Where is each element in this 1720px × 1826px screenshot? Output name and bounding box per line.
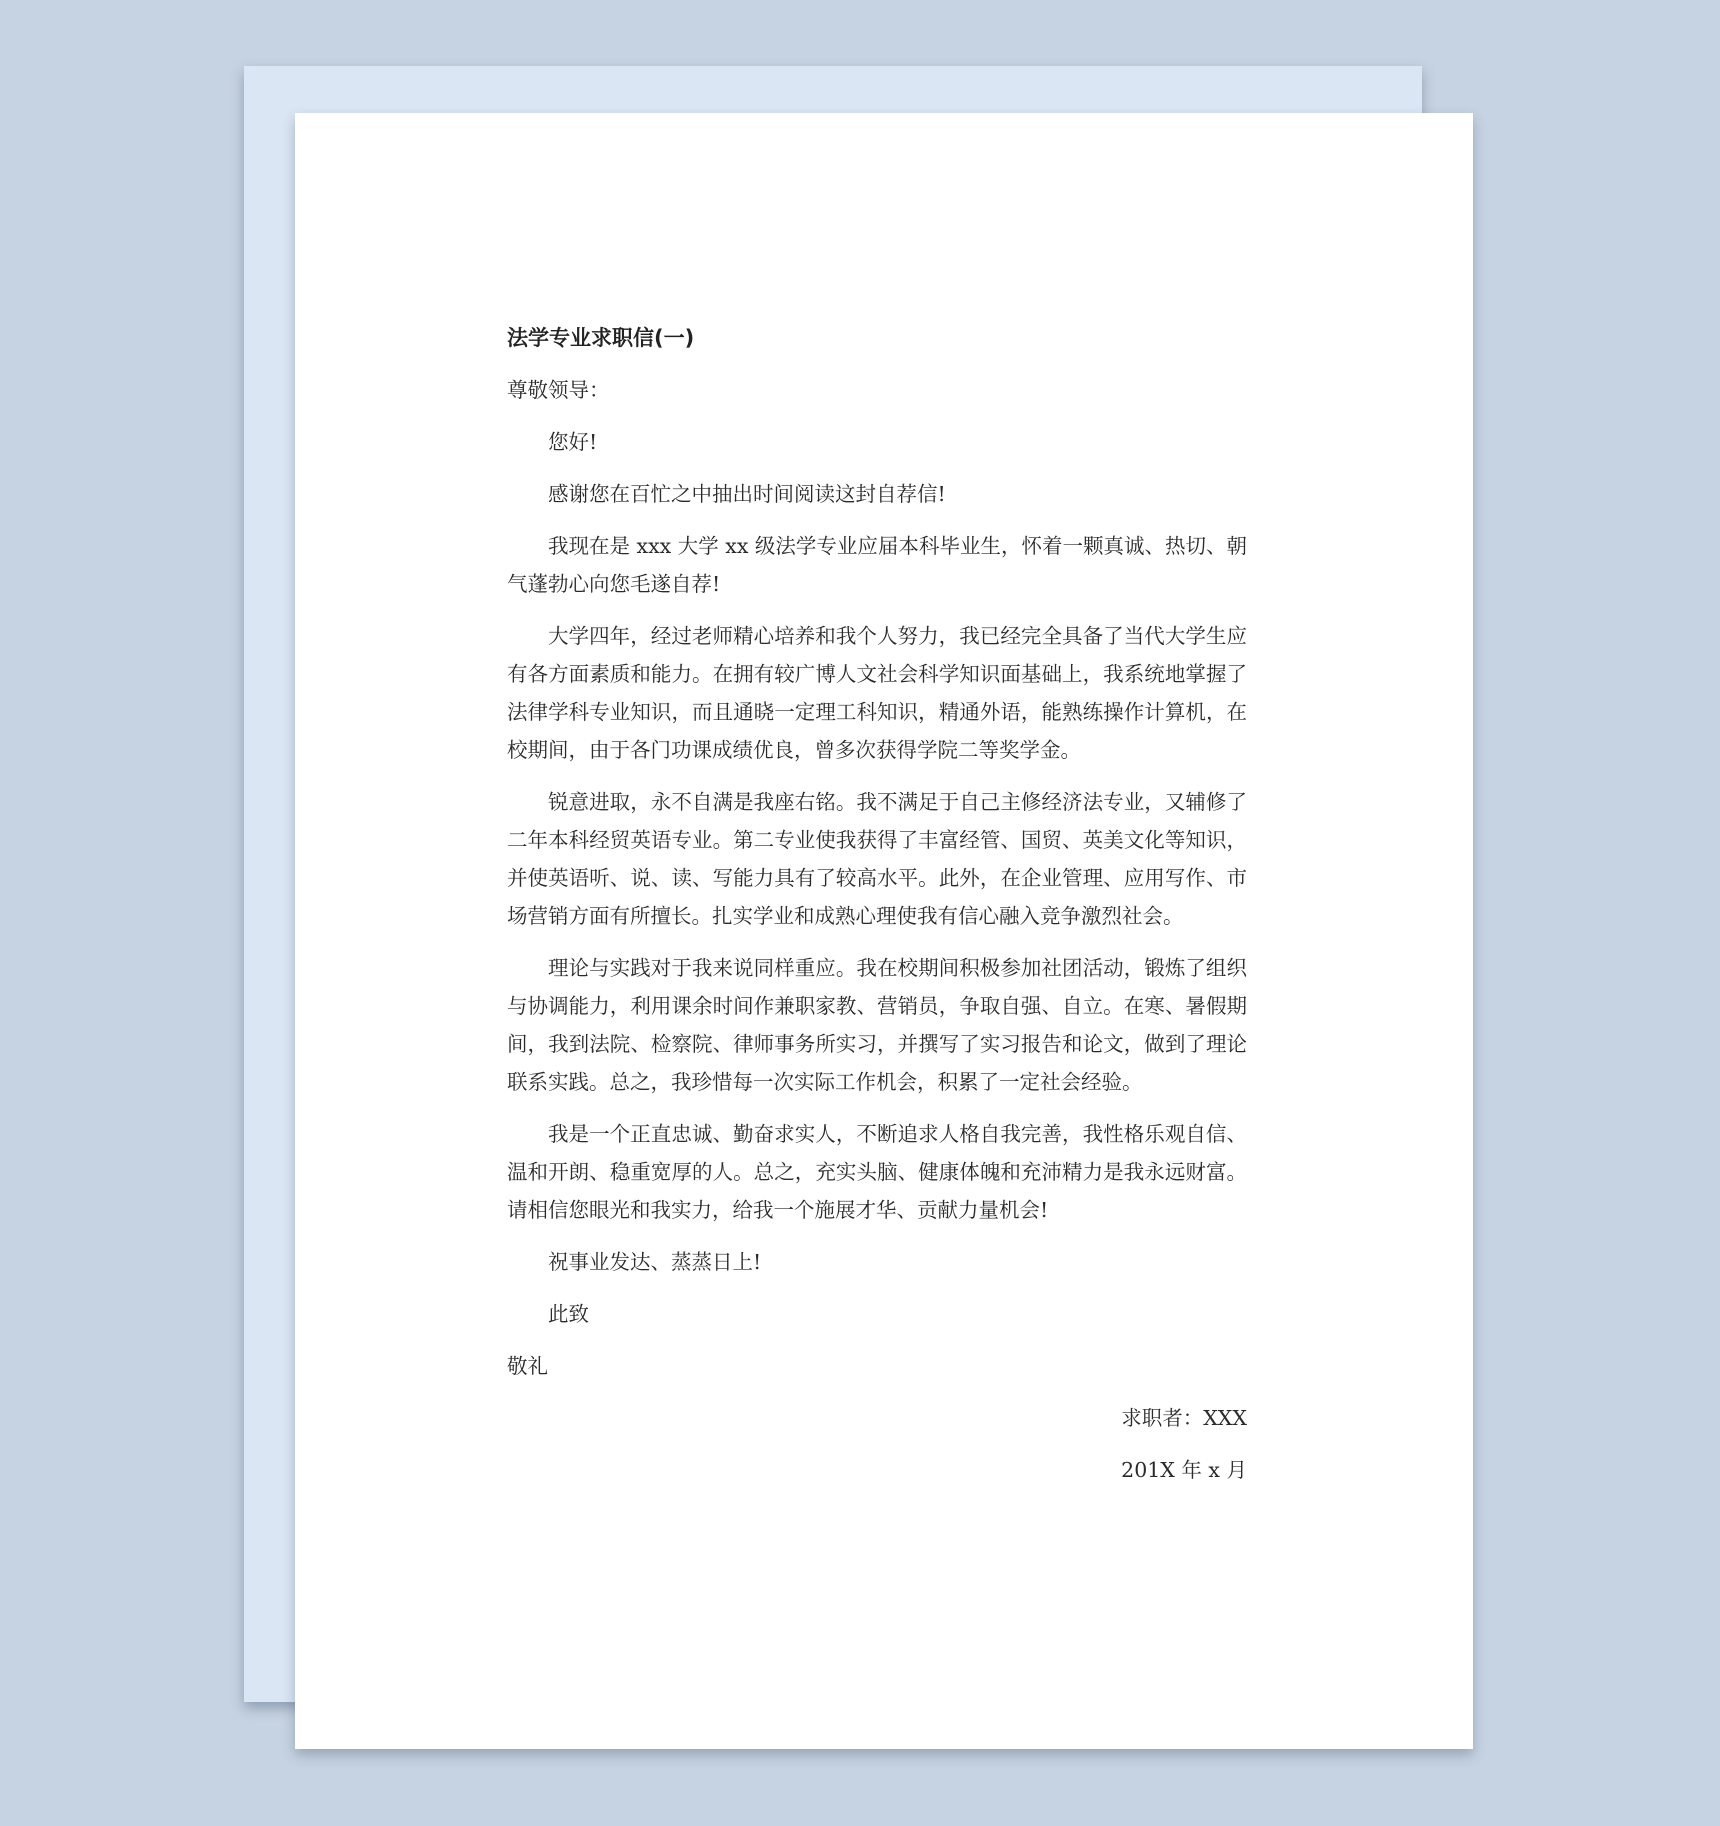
paragraph-thanks: 感谢您在百忙之中抽出时间阅读这封自荐信!: [548, 482, 946, 506]
closing-jingli: 敬礼: [507, 1354, 548, 1378]
letter-date: 201X 年 x 月: [1121, 1458, 1247, 1482]
wish-line: 祝事业发达、蒸蒸日上!: [548, 1250, 762, 1274]
paragraph-education: 大学四年，经过老师精心培养和我个人努力，我已经完全具备了当代大学生应有各方面素质和能力。在拥有较广博人文社会科学知识面基础上，我系统地掌握了法律学科专业知识，而且通晓一定理工科知识，精通外语，能熟练操作计算机，在校期间，由于各门功课成绩优良，曾多次获得学院二等奖学金。: [507, 624, 1247, 762]
cover-letter: [507, 319, 1247, 1503]
greeting: 您好!: [548, 430, 598, 454]
paragraph-intro: 我现在是 xxx 大学 xx 级法学专业应届本科毕业生，怀着一颗真诚、热切、朝气蓬勃心向您毛遂自荐!: [507, 534, 1247, 596]
closing-cizhi: 此致: [548, 1302, 589, 1326]
letter-title: 法学专业求职信(一): [507, 326, 695, 350]
front-paper-sheet: [295, 113, 1473, 1749]
salutation: 尊敬领导：: [507, 378, 610, 402]
paragraph-character: 我是一个正直忠诚、勤奋求实人，不断追求人格自我完善，我性格乐观自信、温和开朗、稳重宽厚的人。总之，充实头脑、健康体魄和充沛精力是我永远财富。请相信您眼光和我实力，给我一个施展才华、贡献力量机会!: [507, 1122, 1247, 1222]
signature: 求职者：XXX: [1121, 1406, 1247, 1430]
paragraph-practice: 理论与实践对于我来说同样重应。我在校期间积极参加社团活动，锻炼了组织与协调能力，利用课余时间作兼职家教、营销员，争取自强、自立。在寒、暑假期间，我到法院、检察院、律师事务所实习，并撰写了实习报告和论文，做到了理论联系实践。总之，我珍惜每一次实际工作机会，积累了一定社会经验。: [507, 956, 1247, 1094]
paragraph-motto: 锐意进取，永不自满是我座右铭。我不满足于自己主修经济法专业，又辅修了二年本科经贸英语专业。第二专业使我获得了丰富经管、国贸、英美文化等知识，并使英语听、说、读、写能力具有了较高水平。此外，在企业管理、应用写作、市场营销方面有所擅长。扎实学业和成熟心理使我有信心融入竞争激烈社会。: [507, 790, 1247, 928]
